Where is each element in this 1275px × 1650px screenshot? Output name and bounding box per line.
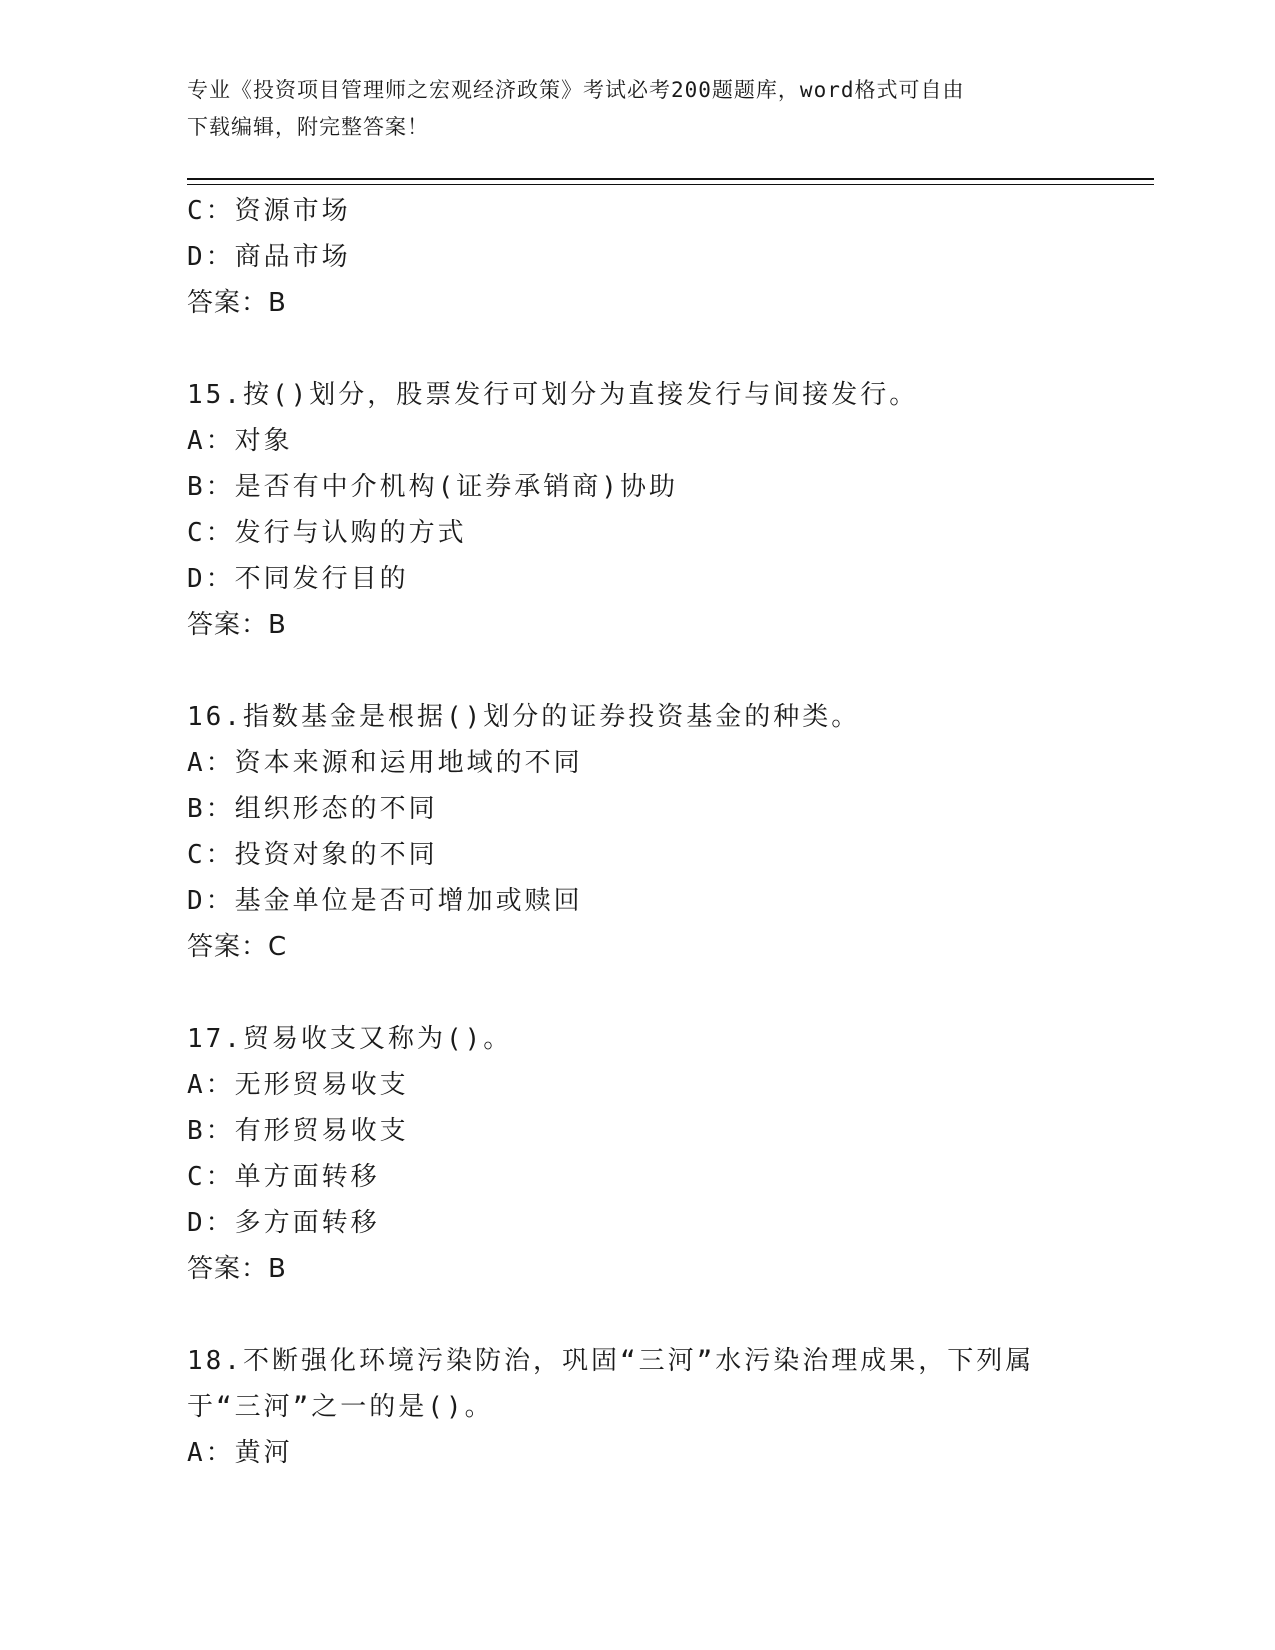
question-text: 17.贸易收支又称为()。	[187, 1024, 513, 1054]
option-a: A：对象	[187, 426, 293, 456]
option-c: C：资源市场	[187, 196, 351, 226]
question-17	[187, 1016, 1087, 1292]
option-c: C：发行与认购的方式	[187, 518, 467, 548]
question-15	[187, 372, 1087, 648]
header-line-1: 专业《投资项目管理师之宏观经济政策》考试必考200题题库，word格式可自由	[187, 78, 965, 102]
question-text: 18.不断强化环境污染防治，巩固“三河”水污染治理成果，下列属于“三河”之一的是()。	[187, 1346, 1035, 1422]
question-16	[187, 694, 1087, 970]
option-b: B：有形贸易收支	[187, 1116, 409, 1146]
document-header	[187, 72, 1067, 146]
option-c: C：单方面转移	[187, 1162, 380, 1192]
question-14-continued	[187, 188, 1087, 326]
option-d: D：多方面转移	[187, 1208, 380, 1238]
answer: 答案：C	[187, 932, 288, 962]
option-a: A：黄河	[187, 1438, 293, 1468]
question-text: 15.按()划分，股票发行可划分为直接发行与间接发行。	[187, 380, 919, 410]
answer: 答案：B	[187, 610, 287, 640]
answer: 答案：B	[187, 1254, 287, 1284]
question-text: 16.指数基金是根据()划分的证券投资基金的种类。	[187, 702, 861, 732]
option-d: D：不同发行目的	[187, 564, 409, 594]
header-divider-thin	[187, 184, 1154, 185]
header-divider-thick	[187, 178, 1154, 180]
option-a: A：资本来源和运用地域的不同	[187, 748, 583, 778]
header-line-2: 下载编辑，附完整答案！	[187, 115, 429, 139]
question-18	[187, 1338, 1087, 1476]
option-b: B：组织形态的不同	[187, 794, 438, 824]
option-d: D：基金单位是否可增加或赎回	[187, 886, 583, 916]
option-a: A：无形贸易收支	[187, 1070, 409, 1100]
answer: 答案：B	[187, 288, 287, 318]
option-d: D：商品市场	[187, 242, 351, 272]
option-c: C：投资对象的不同	[187, 840, 438, 870]
question-list	[187, 188, 1087, 1476]
option-b: B：是否有中介机构(证券承销商)协助	[187, 472, 678, 502]
